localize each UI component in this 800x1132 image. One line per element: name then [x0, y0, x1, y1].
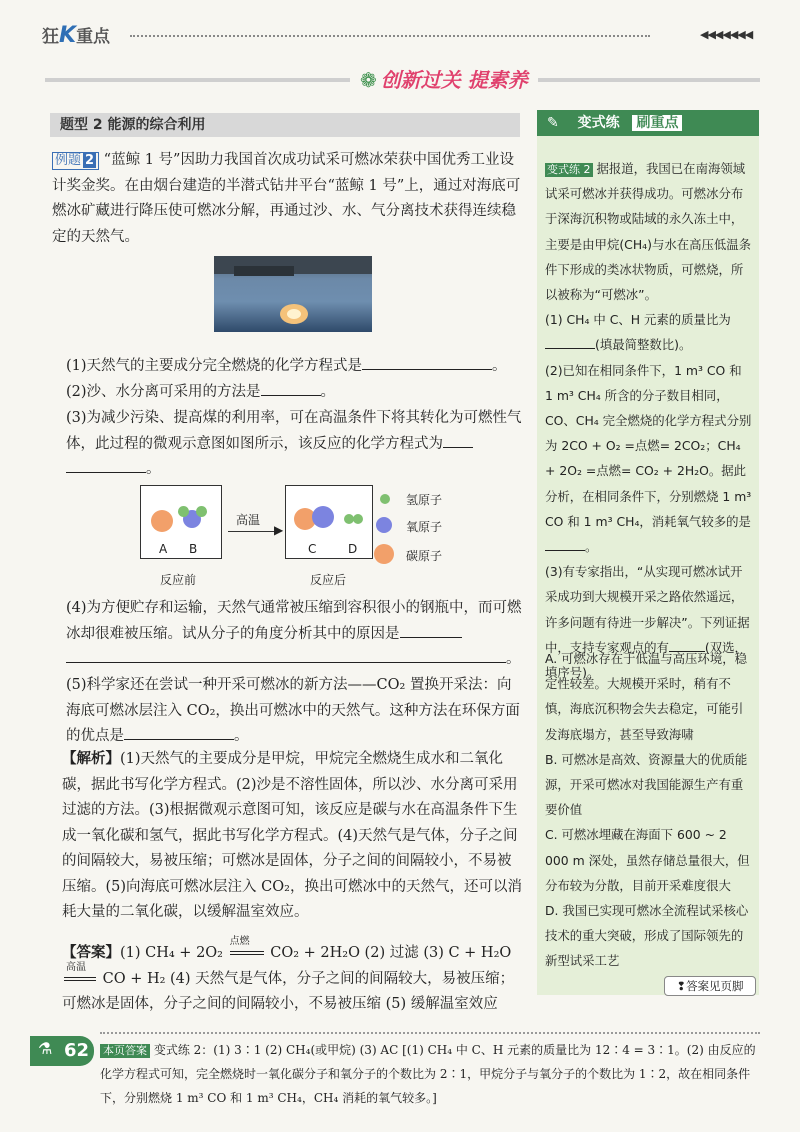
analysis-label: 【解析】 [62, 750, 120, 767]
practice-q1-blank[interactable] [545, 334, 595, 349]
hydrogen-atom-d2 [353, 514, 363, 524]
q4-text: (4)为方便贮存和运输，天然气通常被压缩到容积很小的钢瓶中，而可燃冰却很难被压缩。试从分子的角度分析其中的原因是 [66, 600, 522, 642]
example-tag-label: 例题 [55, 153, 82, 168]
answer-eq3-condition [62, 961, 98, 993]
practice-q3-tail: (双选，填序号)。 [545, 639, 747, 681]
q2-period: 。 [320, 384, 336, 400]
q1-period: 。 [492, 358, 507, 374]
arrow-label: 高温 [236, 513, 261, 527]
q3-text: (3)为减少污染、提高煤的利用率，可在高温条件下将其转化为可燃性气体，此过程的微观示意图如图所示，该反应的化学方程式为 [66, 410, 522, 452]
practice-q2-blank[interactable] [545, 536, 585, 551]
page-answers [100, 1032, 760, 1120]
sidebar-title-a: 变式练 [577, 115, 620, 131]
q1-blank[interactable] [362, 355, 492, 370]
answer-eq1-left: (1) CH₄ + 2O₂ [120, 945, 223, 961]
flask-icon: ⚗ [38, 1039, 53, 1058]
section-banner [45, 64, 760, 96]
q4-blank-a[interactable] [400, 623, 462, 638]
option-b: B. 可燃冰是高效、资源量大的优质能源，开采可燃冰对我国能源生产有重要价值 [545, 751, 748, 818]
label-c: C [308, 542, 317, 556]
answer-line2: CO + H₂ (4) 天然气是气体，分子之间的间隔较大，易被压缩；可燃冰是固体，分子之间的间隔较小，不易被压缩 (5) 缓解温室效应 [62, 970, 515, 1012]
q5-blank[interactable] [124, 725, 234, 740]
reaction-arrow [228, 531, 280, 532]
page-number-badge [30, 1036, 94, 1066]
practice-intro: 据报道，我国已在南海领域试采可燃冰并获得成功。可燃冰分布于深海沉积物或陆域的永久冻土中，主要是由甲烷(CH₄)与水在高压低温条件下形成的类冰状物质，可燃烧，所以被称为“可燃冰”。 [545, 161, 752, 303]
brand-suffix: 重点 [76, 27, 111, 47]
practice-q2: (2)已知在相同条件下，1 m³ CO 和 1 m³ CH₄ 所含的分子数目相同，CO、CH₄ 完全燃烧的化学方程式分别为 2CO + O₂ =点燃= 2CO₂；CH₄ + 2O₂ =点燃= CO₂ + 2H₂O。据此分析，在相同条件下，分别燃烧 1 m³ CO 和 1 m³ CH₄，消耗氧气较多的是 [545, 362, 752, 529]
question-5 [66, 673, 522, 750]
carbon-atom-a [151, 510, 173, 532]
after-label: 反应后 [310, 573, 347, 587]
before-box [140, 485, 222, 559]
oxygen-atom-c [312, 506, 334, 528]
practice-content: 变式练 2 据报道，我国已在南海领域试采可燃冰并获得成功。可燃冰分布于深海沉积物或陆域的永久冻土中，主要是由甲烷(CH₄)与水在高压低温条件下形成的类冰状物质，可燃烧，所以被称为“可燃冰”。 (1) CH₄ 中 C、H 元素的质量比为 (填最简整数比)。 (2)已知在相同条件下，1 m³ CO 和 1 m³ CH₄ 所含的分子数目相同，CO、CH₄ 完全燃烧的化学方程式分别为 2CO + O₂ =点燃= 2CO₂；CH₄ + 2O₂ =点燃= CO₂ + 2H₂O。据此分析，在相同条件下，分别燃烧 1 m³ CO 和 1 m³ CH₄，消耗氧气较多的是。 (3)有专家指出，“从实现可燃冰试开采成功到大规模开采之路依然遥远，许多问题有待进一步解决”。下列证据中，支持专家观点的有 (双选，填序号)。 [545, 161, 752, 681]
q3-period: 。 [146, 461, 161, 477]
question-4 [66, 596, 522, 673]
q5-text: (5)科学家还在尝试一种开采可燃冰的新方法——CO₂ 置换开采法：向海底可燃冰层注入 CO₂，换出可燃冰中的天然气。这种方法在环保方面的优点是 [66, 677, 520, 744]
drilling-platform-photo [214, 256, 372, 332]
legend-carbon-swatch [374, 544, 394, 564]
answer-at-footer-button[interactable] [664, 976, 756, 996]
label-a: A [159, 542, 168, 556]
practice-q3: (3)有专家指出，“从实现可燃冰试开采成功到大规模开采之路依然遥远，许多问题有待进一步解决”。下列证据中，支持专家观点的有 [545, 564, 750, 655]
after-box [285, 485, 373, 559]
legend-oxygen-label: 氧原子 [406, 520, 443, 534]
hydrogen-atom-b1 [178, 506, 189, 517]
leaf-icon: ❁ [360, 68, 377, 92]
legend-hydrogen-swatch [380, 494, 390, 504]
analysis-block [62, 746, 524, 926]
legend-oxygen-swatch [376, 517, 392, 533]
hint-icon: ❢ [676, 979, 687, 993]
q2-blank[interactable] [261, 381, 321, 396]
answer-btn-label: 答案见页脚 [686, 979, 744, 993]
example-tag-num: 2 [85, 153, 95, 168]
q4-blank-b[interactable] [66, 648, 506, 663]
practice-q1: (1) CH₄ 中 C、H 元素的质量比为 [545, 312, 731, 328]
answer-label: 【答案】 [62, 944, 120, 961]
label-b: B [189, 542, 198, 556]
banner-title-text: 创新过关 提素养 [380, 68, 528, 92]
practice-tag: 变式练 2 [547, 163, 591, 176]
legend-carbon-label: 碳原子 [406, 549, 443, 563]
legend-hydrogen-label: 氢原子 [406, 493, 443, 507]
arrow-head-icon: ▶ [274, 523, 284, 537]
option-d: D. 我国已实现可燃冰全流程试采核心技术的重大突破，形成了国际领先的新型试采工艺 [545, 903, 749, 969]
practice-q1-tail: (填最简整数比)。 [595, 337, 692, 353]
before-label: 反应前 [160, 573, 197, 587]
answer-eq1-condition [228, 936, 266, 967]
answer-block [62, 936, 524, 1018]
analysis-text: (1)天然气的主要成分是甲烷，甲烷完全燃烧生成水和二氧化碳，据此书写化学方程式。(2)沙是不溶性固体，所以沙、水分离可采用过滤的方法。(3)根据微观示意图可知，该反应是碳与水在高温条件下生成一氧化碳和氢气，据此书写化学方程式。(4)天然气是气体，分子之间的间隔较大，易被压缩；可燃冰是固体，分子之间的间隔较小，不易被压缩。(5)向海底可燃冰层注入 CO₂，换出可燃冰中的天然气，还可以消耗大量的二氧化碳，以缓解温室效应。 [62, 751, 522, 920]
sidebar-title-b: 刷重点 [632, 115, 682, 131]
question-2 [66, 380, 526, 406]
page-number: 62 [64, 1040, 90, 1061]
example-intro-text: “蓝鲸 1 号”因助力我国首次成功试采可燃冰荣获中国优秀工业设计奖金奖。在由烟台建造的半潜式钻井平台“蓝鲸 1 号”上，通过对海底可燃冰矿藏进行降压使可燃冰分解，再通过沙、水、气分离技术获得连续稳定的天然气。 [52, 152, 521, 245]
page-answers-text [100, 1038, 760, 1110]
example-tag [52, 152, 99, 170]
page-answers-body: 变式练 2：(1) 3∶1 (2) CH₄(或甲烷) (3) AC [(1) CH₄ 中 C、H 元素的质量比为 12∶4 = 3∶1。(2) 由反应的化学方程式可知，完全燃烧时一氧化碳分子和氧分子的个数比为 2∶1，甲烷分子与氧分子的个数比为 1∶2，故在相同条件下，分别燃烧 1 m³ CO 和 1 m³ CH₄，CH₄ 消耗的氧气较多。] [100, 1043, 756, 1105]
practice-sidebar-header [537, 110, 759, 136]
example-intro [52, 148, 522, 250]
page-header [0, 0, 800, 58]
label-d: D [348, 542, 358, 556]
q5-period: 。 [234, 728, 249, 744]
q4-period: 。 [506, 651, 521, 667]
banner-title [350, 64, 538, 93]
answer-eq3-cond-text: 高温 [66, 961, 86, 973]
q3-blank-b[interactable] [66, 458, 146, 473]
page-answers-tag: 本页答案 [100, 1044, 150, 1058]
header-divider [130, 35, 650, 37]
q2-text: (2)沙、水分离可采用的方法是 [66, 384, 261, 400]
question-1 [66, 354, 526, 380]
answer-eq1-right: CO₂ + 2H₂O (2) 过滤 (3) C + H₂O [270, 945, 512, 961]
option-c: C. 可燃冰埋藏在海面下 600 ~ 2 000 m 深处，虽然存储总量很大，但分布较为分散，目前开采难度很大 [545, 827, 750, 893]
photo-illustration [214, 256, 372, 332]
hydrogen-atom-b2 [196, 506, 207, 517]
question-3 [66, 406, 522, 483]
section-heading: 题型 2 能源的综合利用 [50, 113, 520, 137]
q3-blank-a[interactable] [443, 433, 473, 448]
answer-eq1-cond-text: 点燃 [229, 936, 250, 947]
option-a: A. 可燃冰存在于低温与高压环境，稳定性较差。大规模开采时，稍有不慎，海底沉积物会失去稳定，可能引发海底塌方，甚至导致海啸 [545, 651, 747, 742]
brand-k: K [59, 23, 77, 48]
header-arrows: ◀◀◀◀◀◀◀ [700, 28, 753, 41]
brand-prefix: 狂 [42, 27, 59, 47]
q1-text: (1)天然气的主要成分完全燃烧的化学方程式是 [66, 358, 363, 374]
reader-icon: ✎ [547, 115, 559, 131]
reaction-diagram [140, 485, 540, 590]
brand-logo [42, 22, 110, 48]
practice-options [545, 646, 753, 974]
